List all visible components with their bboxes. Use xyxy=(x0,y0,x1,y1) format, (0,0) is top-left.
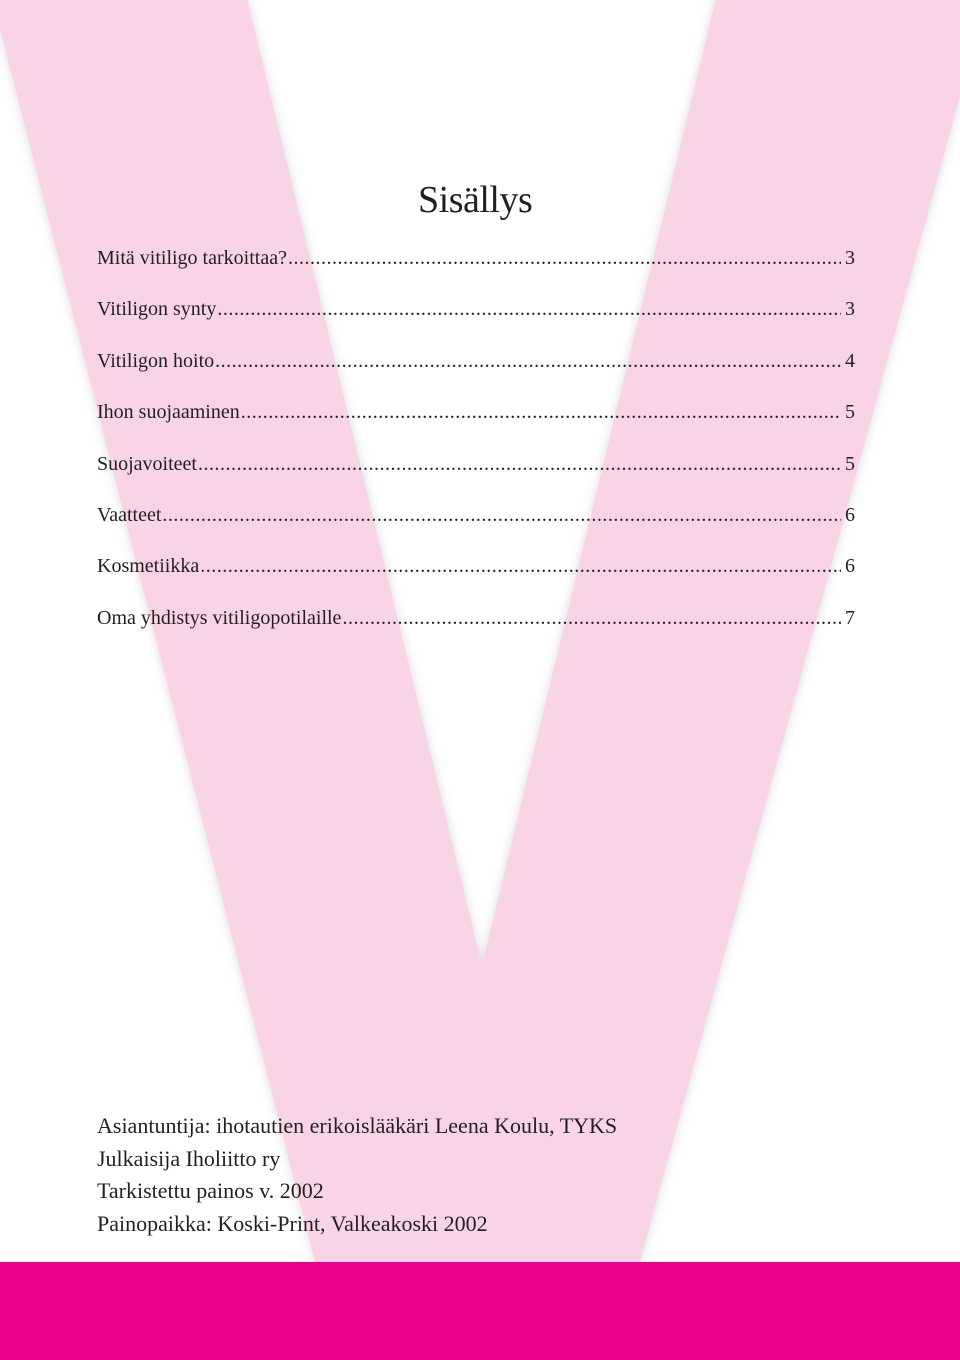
toc-entry-page: 5 xyxy=(845,401,855,424)
toc-entry[interactable] xyxy=(97,497,855,548)
toc-entry[interactable] xyxy=(97,394,855,445)
toc-leader-dots xyxy=(217,291,841,327)
credit-edition: Tarkistettu painos v. 2002 xyxy=(97,1178,324,1203)
toc-entry-label: Kosmetiikka xyxy=(97,555,200,578)
toc-entry[interactable] xyxy=(97,600,855,651)
credit-expert: Asiantuntija: ihotautien erikoislääkäri Leena Koulu, TYKS xyxy=(97,1113,618,1138)
toc-entry[interactable] xyxy=(97,240,855,291)
toc-leader-dots xyxy=(162,497,841,533)
toc-entry-page: 7 xyxy=(845,606,855,629)
toc-leader-dots xyxy=(198,446,841,482)
toc-entry[interactable] xyxy=(97,446,855,497)
toc-leader-dots xyxy=(241,394,841,430)
toc-leader-dots xyxy=(200,548,841,584)
toc-leader-dots xyxy=(215,343,841,379)
toc-entry-label: Ihon suojaaminen xyxy=(97,401,240,424)
toc-entry-label: Vitiligon hoito xyxy=(97,349,215,372)
toc-entry-page: 3 xyxy=(845,247,855,269)
table-of-contents xyxy=(97,240,855,651)
toc-entry-page: 6 xyxy=(845,555,855,578)
publication-credits xyxy=(97,1110,617,1240)
toc-entry-page: 6 xyxy=(845,503,855,526)
toc-entry-page: 4 xyxy=(845,349,855,372)
toc-entry-label: Vitiligon synty xyxy=(97,298,217,321)
page-title: Sisällys xyxy=(418,179,533,221)
credit-printer: Painopaikka: Koski-Print, Valkeakoski 2002 xyxy=(97,1210,488,1236)
toc-entry-label: Vaatteet xyxy=(97,503,162,526)
toc-entry[interactable] xyxy=(97,548,855,599)
toc-entry-page: 5 xyxy=(845,452,855,475)
toc-entry-label: Oma yhdistys vitiligopotilaille xyxy=(97,606,342,629)
toc-entry-label: Suojavoiteet xyxy=(97,452,197,475)
bottom-magenta-band xyxy=(0,1262,960,1360)
toc-entry[interactable] xyxy=(97,343,855,394)
toc-leader-dots xyxy=(288,240,841,276)
toc-entry-page: 3 xyxy=(845,298,855,321)
toc-leader-dots xyxy=(342,600,841,636)
toc-entry[interactable] xyxy=(97,291,855,342)
toc-entry-label: Mitä vitiligo tarkoittaa? xyxy=(97,247,287,269)
credit-publisher: Julkaisija Iholiitto ry xyxy=(97,1145,281,1171)
